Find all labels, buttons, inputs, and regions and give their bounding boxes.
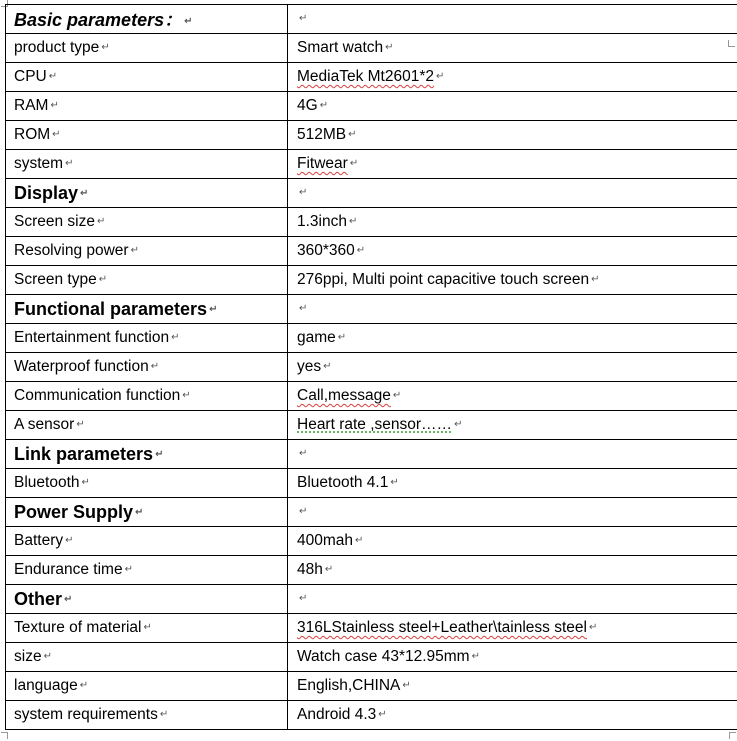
spec-row — [6, 411, 737, 440]
spec-row — [6, 208, 737, 237]
spec-label: Screen size — [14, 213, 95, 230]
spec-document — [5, 4, 732, 730]
spec-row — [6, 121, 737, 150]
spec-value-cell — [288, 527, 737, 556]
spec-value-cell — [288, 382, 737, 411]
spec-label: product type — [14, 39, 100, 56]
spec-label-cell — [6, 556, 288, 585]
spec-value: game — [297, 329, 336, 346]
paragraph-mark-icon: ↵ — [588, 622, 598, 634]
spec-row — [6, 92, 737, 121]
page-corner-mark — [1, 732, 8, 739]
paragraph-mark-icon: ↵ — [159, 709, 169, 721]
section-title-cell — [6, 585, 288, 614]
spec-label: system requirements — [14, 706, 158, 723]
spec-label: A sensor — [14, 416, 75, 433]
paragraph-mark-icon: ↵ — [48, 71, 58, 83]
spec-value-cell — [288, 353, 737, 382]
spec-row — [6, 672, 737, 701]
spec-label: RAM — [14, 97, 49, 114]
spec-value: 316LStainless steel+Leather\tainless steel — [297, 619, 587, 636]
spec-value-cell — [288, 324, 737, 353]
paragraph-mark-icon: ↵ — [50, 100, 59, 112]
spec-value: 48h — [297, 561, 323, 578]
spec-label-cell — [6, 353, 288, 382]
paragraph-mark-icon: ↵ — [454, 419, 463, 431]
spec-value-cell — [288, 556, 737, 585]
spec-row — [6, 643, 737, 672]
spec-row — [6, 527, 737, 556]
paragraph-mark-icon: ↵ — [64, 594, 73, 606]
spec-label: Communication function — [14, 387, 181, 404]
spec-row — [6, 469, 737, 498]
spec-label: Screen type — [14, 271, 97, 288]
paragraph-mark-icon: ↵ — [323, 361, 332, 373]
paragraph-mark-icon: ↵ — [319, 100, 329, 112]
paragraph-mark-icon: ↵ — [299, 593, 308, 605]
paragraph-mark-icon: ↵ — [299, 506, 308, 518]
paragraph-mark-icon: ↵ — [124, 564, 133, 576]
spec-row — [6, 63, 737, 92]
paragraph-mark-icon: ↵ — [143, 622, 152, 634]
section-title: Functional parameters — [14, 298, 208, 319]
spec-label: Battery — [14, 532, 64, 549]
spec-value: English,CHINA — [297, 677, 401, 694]
spec-row — [6, 614, 737, 643]
paragraph-mark-icon: ↵ — [98, 274, 108, 286]
paragraph-mark-icon: ↵ — [43, 651, 52, 663]
spec-value: Heart rate ,sensor…… — [297, 416, 453, 433]
spec-value-cell — [288, 614, 737, 643]
section-header-row — [6, 498, 737, 527]
spec-label-cell — [6, 469, 288, 498]
section-header-row — [6, 585, 737, 614]
section-title-cell — [6, 295, 288, 324]
spec-row — [6, 324, 737, 353]
paragraph-mark-icon: ↵ — [356, 245, 366, 257]
spec-row — [6, 382, 737, 411]
spec-value-cell — [288, 121, 737, 150]
spec-value-cell — [288, 585, 737, 614]
spec-value-cell — [288, 643, 737, 672]
section-title-cell — [6, 179, 288, 208]
spec-row — [6, 701, 737, 730]
paragraph-mark-icon: ↵ — [299, 187, 308, 199]
page-corner-mark — [729, 732, 736, 739]
spec-value-cell — [288, 498, 737, 527]
paragraph-mark-icon: ↵ — [392, 390, 402, 402]
spec-label: ROM — [14, 126, 51, 143]
spec-label: size — [14, 648, 42, 665]
spec-value-cell — [288, 469, 737, 498]
paragraph-mark-icon: ↵ — [150, 361, 160, 373]
paragraph-mark-icon: ↵ — [52, 129, 61, 141]
spec-value-cell — [288, 295, 737, 324]
paragraph-mark-icon: ↵ — [171, 332, 180, 344]
paragraph-mark-icon: ↵ — [96, 216, 106, 228]
paragraph-mark-icon: ↵ — [324, 564, 334, 576]
spec-label-cell — [6, 382, 288, 411]
paragraph-mark-icon: ↵ — [135, 507, 144, 519]
paragraph-mark-icon: ↵ — [385, 42, 394, 54]
paragraph-mark-icon: ↵ — [355, 535, 364, 547]
section-title: Link parameters — [14, 443, 154, 464]
section-title-cell — [6, 5, 288, 34]
spec-value-cell — [288, 63, 737, 92]
paragraph-mark-icon: ↵ — [349, 158, 359, 170]
spec-row — [6, 150, 737, 179]
spec-label-cell — [6, 266, 288, 295]
spec-value-cell — [288, 237, 737, 266]
paragraph-mark-icon: ↵ — [348, 216, 358, 228]
spec-label: Resolving power — [14, 242, 129, 259]
spec-label: Bluetooth — [14, 474, 80, 491]
spec-label-cell — [6, 237, 288, 266]
spec-value-cell — [288, 179, 737, 208]
spec-label-cell — [6, 34, 288, 63]
spec-value-cell — [288, 672, 737, 701]
spec-value-cell — [288, 411, 737, 440]
paragraph-mark-icon: ↵ — [80, 188, 89, 200]
spec-table — [5, 4, 737, 730]
spec-value-cell — [288, 701, 737, 730]
spec-label-cell — [6, 92, 288, 121]
spec-value: MediaTek Mt2601*2 — [297, 68, 434, 85]
paragraph-mark-icon: ↵ — [471, 651, 480, 663]
paragraph-mark-icon: ↵ — [182, 390, 191, 402]
spec-label-cell — [6, 527, 288, 556]
spec-row — [6, 266, 737, 295]
paragraph-mark-icon: ↵ — [299, 13, 308, 25]
paragraph-mark-icon: ↵ — [65, 158, 74, 170]
section-header-row — [6, 5, 737, 34]
paragraph-mark-icon: ↵ — [81, 477, 90, 489]
spec-value-cell — [288, 5, 737, 34]
spec-label-cell — [6, 614, 288, 643]
spec-label-cell — [6, 411, 288, 440]
spec-value: 276ppi, Multi point capacitive touch screen — [297, 271, 590, 288]
paragraph-mark-icon: ↵ — [436, 71, 445, 83]
spec-label: system — [14, 155, 64, 172]
paragraph-mark-icon: ↵ — [155, 449, 164, 461]
spec-value-cell — [288, 150, 737, 179]
spec-value-cell — [288, 266, 737, 295]
spec-label: Waterproof function — [14, 358, 149, 375]
paragraph-mark-icon: ↵ — [76, 419, 85, 431]
paragraph-mark-icon: ↵ — [390, 477, 399, 489]
paragraph-mark-icon: ↵ — [378, 709, 387, 721]
spec-label-cell — [6, 643, 288, 672]
spec-value-cell — [288, 208, 737, 237]
paragraph-mark-icon: ↵ — [65, 535, 74, 547]
section-title-cell — [6, 440, 288, 469]
spec-label: Texture of material — [14, 619, 142, 636]
spec-label-cell — [6, 701, 288, 730]
spec-value: 1.3inch — [297, 213, 347, 230]
section-title-cell — [6, 498, 288, 527]
spec-value: 512MB — [297, 126, 347, 143]
spec-value: 400mah — [297, 532, 354, 549]
spec-value: Fitwear — [297, 155, 348, 172]
paragraph-mark-icon: ↵ — [184, 15, 193, 27]
spec-label: language — [14, 677, 78, 694]
spec-row — [6, 353, 737, 382]
spec-value: Android 4.3 — [297, 706, 377, 723]
paragraph-mark-icon: ↵ — [79, 680, 89, 692]
spec-value: Bluetooth 4.1 — [297, 474, 389, 491]
section-title: Display — [14, 182, 79, 203]
spec-value: 4G — [297, 97, 318, 114]
paragraph-mark-icon: ↵ — [130, 245, 139, 257]
section-header-row — [6, 295, 737, 324]
section-header-row — [6, 440, 737, 469]
spec-label: Entertainment function — [14, 329, 170, 346]
spec-value: Watch case 43*12.95mm — [297, 648, 470, 665]
spec-value: 360*360 — [297, 242, 355, 259]
spec-row — [6, 34, 737, 63]
spec-label-cell — [6, 672, 288, 701]
spec-label: Endurance time — [14, 561, 123, 578]
section-title: Other — [14, 588, 63, 609]
paragraph-mark-icon: ↵ — [299, 448, 308, 460]
spec-label: CPU — [14, 68, 47, 85]
section-header-row — [6, 179, 737, 208]
spec-value: Call,message — [297, 387, 391, 404]
spec-value: yes — [297, 358, 322, 375]
spec-value-cell — [288, 440, 737, 469]
spec-row — [6, 237, 737, 266]
spec-row — [6, 556, 737, 585]
spec-value: Smart watch — [297, 39, 384, 56]
spec-label-cell — [6, 63, 288, 92]
spec-value-cell — [288, 92, 737, 121]
paragraph-mark-icon: ↵ — [101, 42, 110, 54]
spec-label-cell — [6, 121, 288, 150]
paragraph-mark-icon: ↵ — [209, 304, 218, 316]
spec-label-cell — [6, 150, 288, 179]
paragraph-mark-icon: ↵ — [337, 332, 347, 344]
paragraph-mark-icon: ↵ — [591, 274, 600, 286]
spec-table-body — [6, 5, 737, 730]
paragraph-mark-icon: ↵ — [348, 129, 357, 141]
section-title: Power Supply — [14, 501, 134, 522]
spec-value-cell — [288, 34, 737, 63]
spec-label-cell — [6, 208, 288, 237]
spec-label-cell — [6, 324, 288, 353]
paragraph-mark-icon: ↵ — [299, 303, 308, 315]
section-title: Basic parameters： — [14, 10, 183, 30]
paragraph-mark-icon: ↵ — [402, 680, 411, 692]
